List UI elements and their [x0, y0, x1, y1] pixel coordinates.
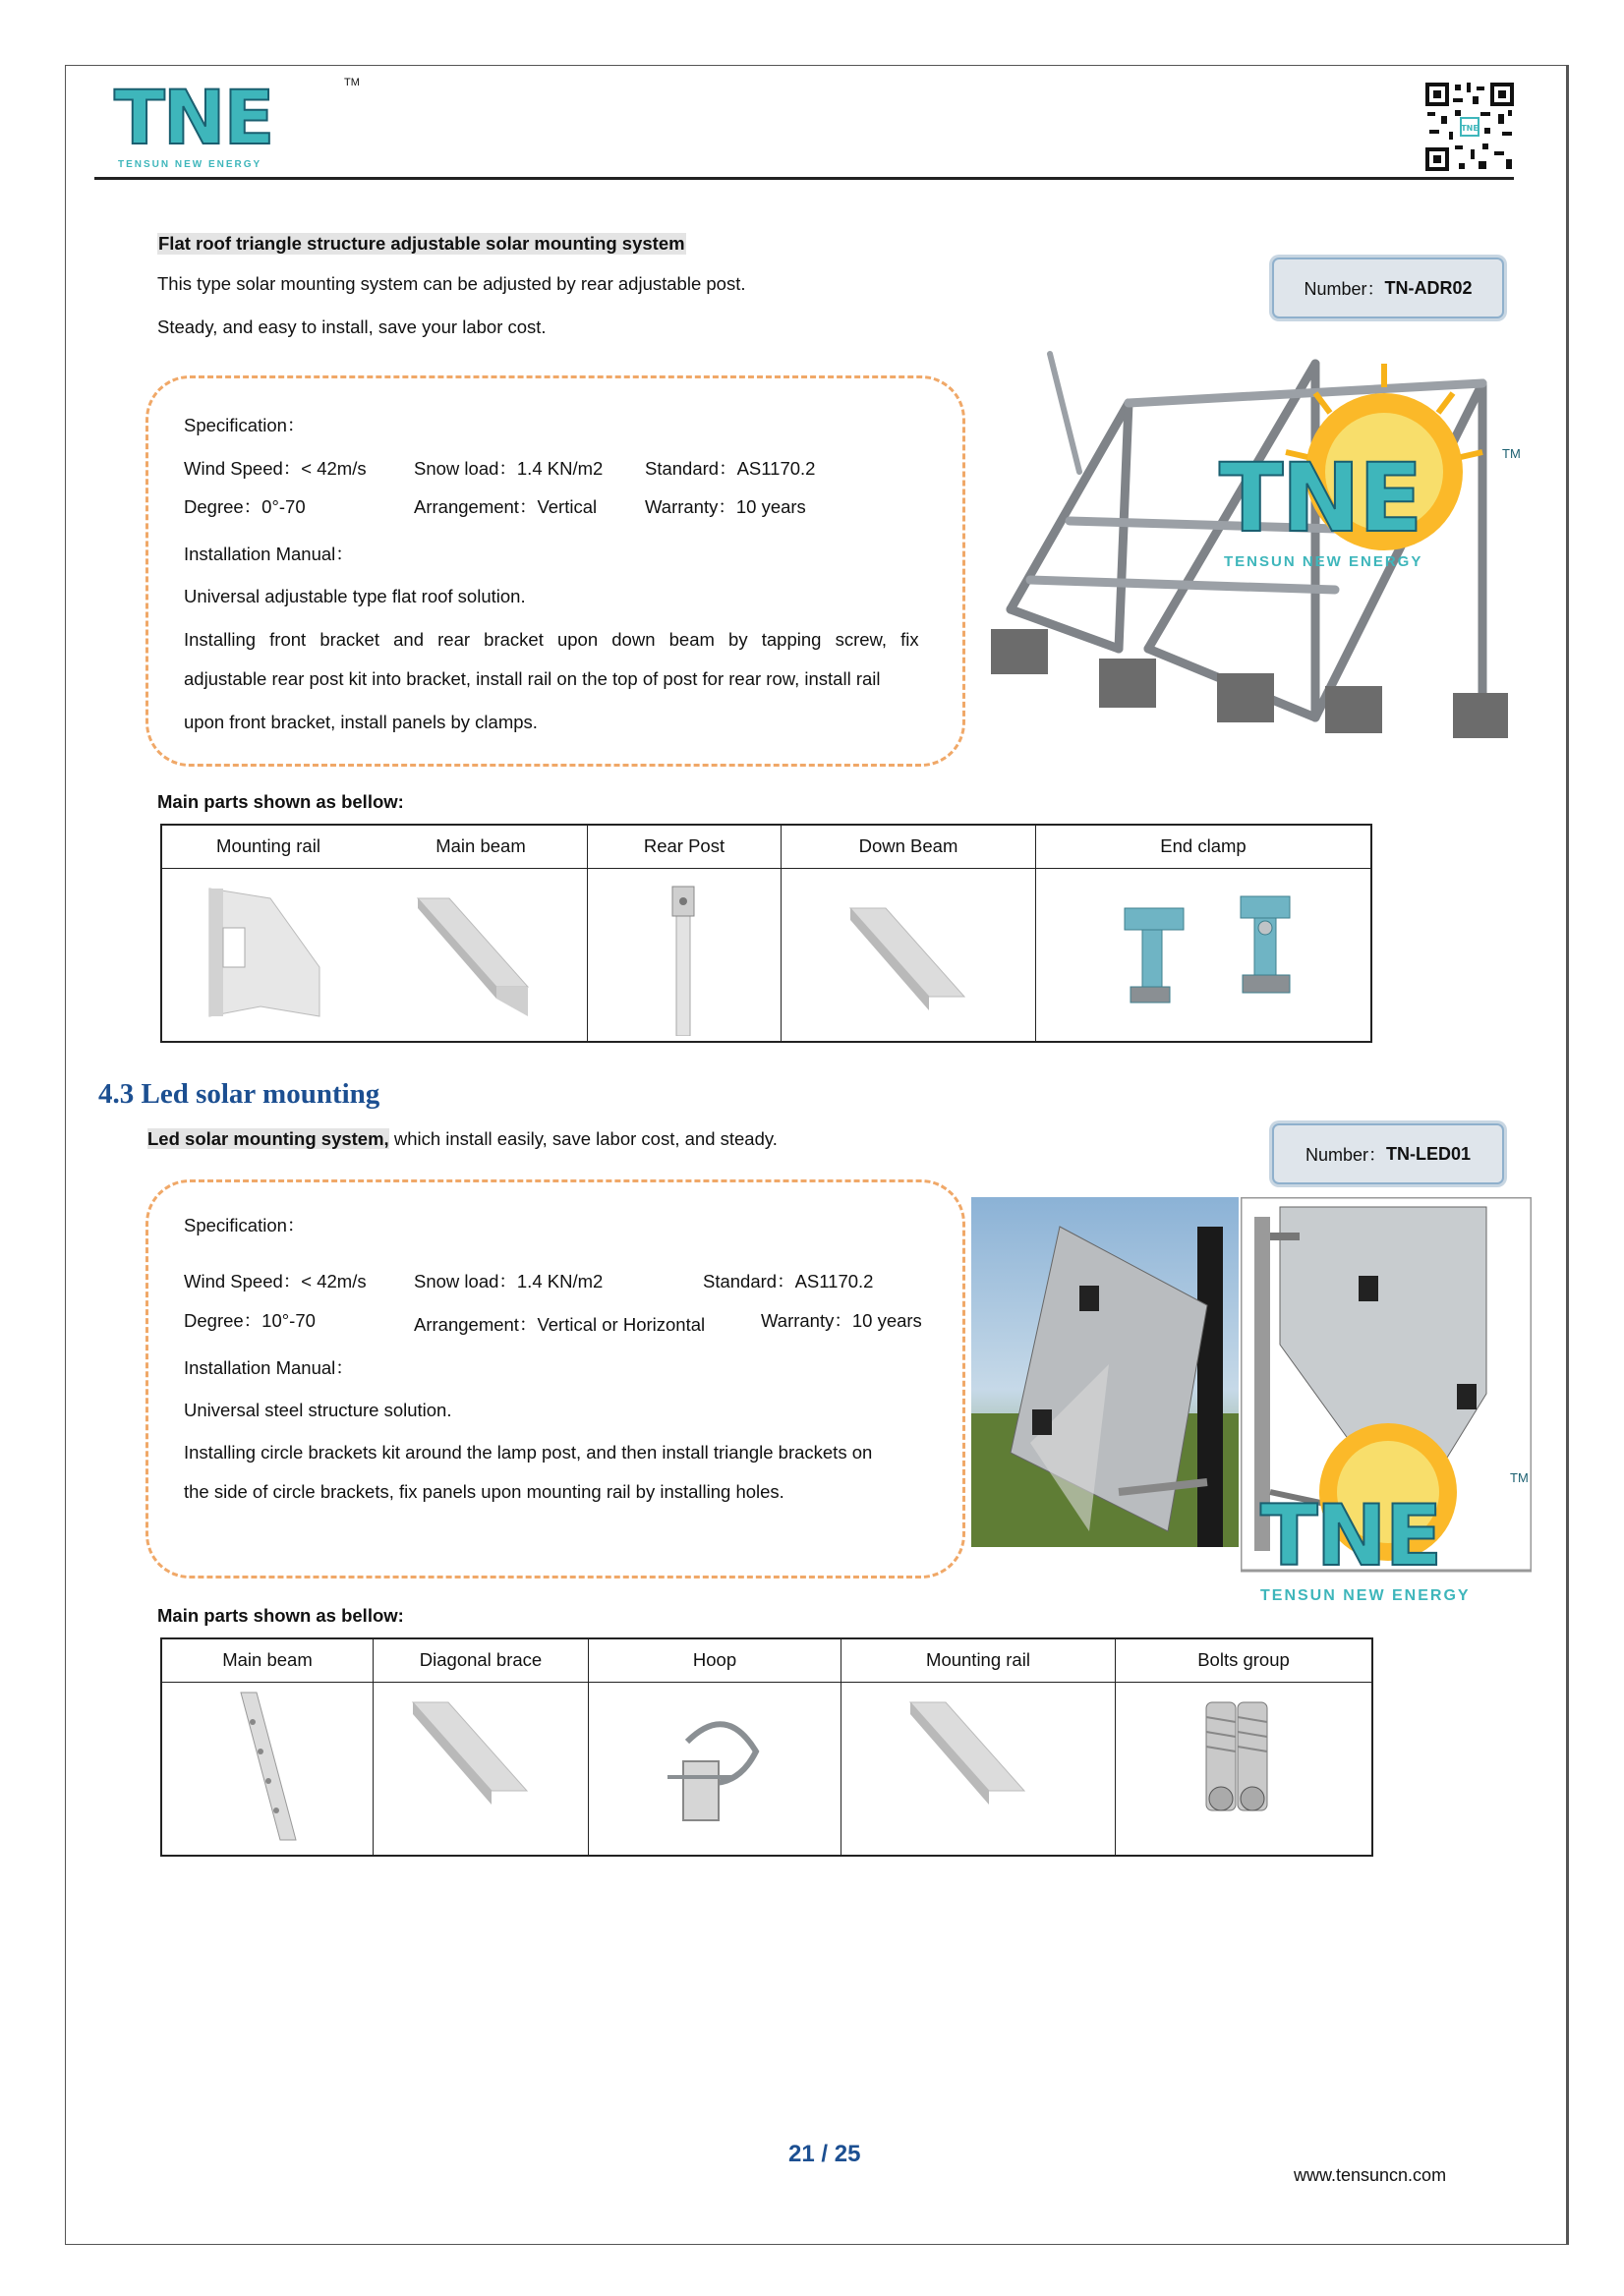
- parts-title: Main parts shown as bellow:: [157, 791, 404, 812]
- part-label: Main beam: [435, 835, 526, 857]
- logo-subtitle: TENSUN NEW ENERGY: [1224, 553, 1423, 570]
- section1-desc1: This type solar mounting system can be adjusted by rear adjustable post.: [157, 273, 746, 294]
- part-label: Rear Post: [588, 825, 782, 868]
- manual-line: Universal adjustable type flat roof solution.: [184, 586, 526, 606]
- spec-standard: Standard：AS1170.2: [645, 458, 816, 479]
- end-clamp-image: [1125, 896, 1290, 1003]
- page-separator: /: [814, 2141, 835, 2167]
- page-total: 25: [834, 2141, 861, 2167]
- parts-image-cell: [161, 868, 588, 1042]
- page-number: [788, 2141, 860, 2168]
- manual-label: Installation Manual：: [184, 544, 354, 564]
- header-logo: [108, 75, 364, 177]
- parts-image-cell: [374, 1682, 589, 1856]
- triangle-mount-image: [991, 324, 1563, 767]
- led-mount-photo: [971, 1197, 1239, 1547]
- part-label: End clamp: [1036, 825, 1372, 868]
- spec-snow: Snow load：1.4 KN/m2: [414, 458, 604, 479]
- product-number-badge: [1272, 258, 1504, 318]
- spec-warranty: Warranty：10 years: [761, 1310, 922, 1331]
- rear-post-image: [672, 887, 694, 1036]
- section2-intro: [147, 1128, 778, 1150]
- part-label: Hoop: [589, 1638, 841, 1682]
- manual-line: adjustable rear post kit into bracket, install rail on the top of post for rear row, install rail: [184, 668, 881, 689]
- parts-image-cell: [161, 1682, 374, 1856]
- main-beam-image: [241, 1693, 296, 1840]
- parts-image-cell: [589, 1682, 841, 1856]
- part-label: Main beam: [161, 1638, 374, 1682]
- logo-text: TNE: [114, 74, 273, 161]
- svg-text:TNE: TNE: [1219, 443, 1421, 553]
- number-value: TN-LED01: [1386, 1143, 1472, 1164]
- parts-header-cell: [161, 825, 588, 868]
- parts-image-cell: [588, 868, 782, 1042]
- down-beam-image: [850, 908, 964, 1010]
- spec-wind: Wind Speed：< 42m/s: [184, 1271, 367, 1292]
- parts-image-cell: [841, 1682, 1116, 1856]
- spec-label: Specification：: [184, 1215, 306, 1235]
- manual-line: Installing circle brackets kit around the lamp post, and then install triangle brackets on: [184, 1442, 873, 1463]
- spec-snow: Snow load：1.4 KN/m2: [414, 1271, 604, 1292]
- parts-table-1: [160, 824, 1372, 1043]
- number-label: Number：: [1304, 279, 1385, 299]
- led-mount-render: [1241, 1197, 1532, 1610]
- hoop-image: [667, 1724, 756, 1820]
- logo-tm: TM: [1502, 446, 1521, 461]
- spec-label: Specification：: [184, 415, 306, 435]
- spec-standard: Standard：AS1170.2: [703, 1271, 874, 1292]
- spec-arrangement: Arrangement：Vertical or Horizontal: [414, 1314, 706, 1335]
- manual-line: the side of circle brackets, fix panels upon mounting rail by installing holes.: [184, 1481, 784, 1502]
- part-label: Down Beam: [782, 825, 1036, 868]
- spec-warranty: Warranty：10 years: [645, 496, 806, 517]
- part-label: Diagonal brace: [374, 1638, 589, 1682]
- svg-text:TNE: TNE: [1461, 124, 1479, 133]
- manual-line: Universal steel structure solution.: [184, 1400, 452, 1420]
- parts-image-cell: [1036, 868, 1372, 1042]
- parts-title: Main parts shown as bellow:: [157, 1605, 404, 1626]
- spec-box-2: [145, 1179, 965, 1578]
- part-label: Mounting rail: [216, 835, 320, 857]
- mounting-rail-image: [209, 889, 319, 1016]
- number-label: Number：: [1305, 1145, 1386, 1165]
- main-beam-image: [418, 898, 528, 1016]
- product-number-badge: [1272, 1123, 1504, 1184]
- bolts-group-image: [1206, 1702, 1267, 1810]
- parts-image-cell: [1116, 1682, 1373, 1856]
- logo-subtitle: TENSUN NEW ENERGY: [1260, 1587, 1471, 1604]
- section1-desc2: Steady, and easy to install, save your labor cost.: [157, 316, 547, 337]
- header-rule: [94, 177, 1514, 180]
- manual-line: upon front bracket, install panels by clamps.: [184, 712, 538, 732]
- manual-line: Installing front bracket and rear bracket upon down beam by tapping screw, fix: [184, 629, 919, 650]
- part-label: Mounting rail: [841, 1638, 1116, 1682]
- logo-tm: TM: [1510, 1470, 1529, 1485]
- intro-bold: Led solar mounting system,: [147, 1128, 389, 1149]
- manual-label: Installation Manual：: [184, 1357, 354, 1378]
- number-value: TN-ADR02: [1384, 277, 1473, 298]
- spec-degree: Degree：10°-70: [184, 1310, 316, 1331]
- spec-degree: Degree：0°-70: [184, 496, 306, 517]
- section1-title: Flat roof triangle structure adjustable solar mounting system: [158, 233, 685, 254]
- page-current: 21: [788, 2141, 815, 2167]
- qr-code: [1423, 81, 1516, 173]
- parts-table-2: [160, 1637, 1373, 1857]
- section-heading: 4.3 Led solar mounting: [98, 1078, 380, 1110]
- svg-text:TNE: TNE: [1260, 1487, 1441, 1585]
- footer-website: www.tensuncn.com: [1294, 2165, 1447, 2185]
- spec-wind: Wind Speed：< 42m/s: [184, 458, 367, 479]
- intro-rest: which install easily, save labor cost, and steady.: [388, 1128, 778, 1149]
- diagonal-brace-image: [413, 1702, 527, 1805]
- logo-subtitle: TENSUN NEW ENERGY: [118, 159, 262, 170]
- spec-arrangement: Arrangement：Vertical: [414, 496, 598, 517]
- parts-image-cell: [782, 868, 1036, 1042]
- mounting-rail-image: [910, 1702, 1024, 1805]
- part-label: Bolts group: [1116, 1638, 1373, 1682]
- logo-tm: TM: [344, 77, 360, 88]
